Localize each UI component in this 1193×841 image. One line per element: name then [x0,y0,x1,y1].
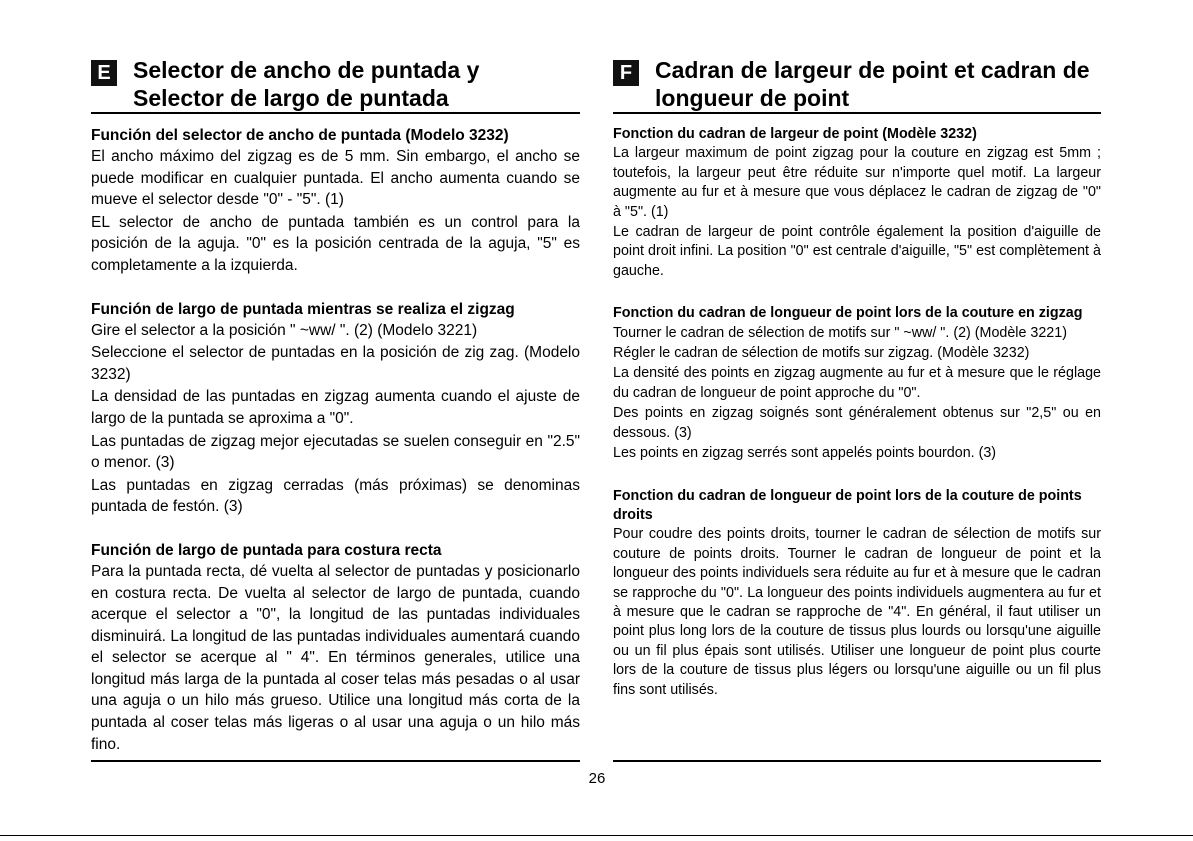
fr-s3-paragraph: Pour coudre des points droits, tourner le cadran de sélection de motifs sur couture de points droits. Tourner le cadran de longueur de point et la longueur des points individuels sera réduite au fur et à mesure que le cadran se rapproche du "0". La longueur des points individuels augmentera au fur et à mesure que le cadran se rapproche de "4". En général, il faut utiliser un point plus long lors de la couture de tissus plus lourds ou lorsqu'une aiguille ou un fil plus épais sont utilisés. Utiliser une longueur de point plus courte lors de la couture de tissus plus légers ou lorsqu'une aiguille ou un fil plus fins sont utilisés. [613,526,1101,698]
section-letter-f: F [613,60,639,86]
fr-s2-paragraph: La densité des points en zigzag augmente au fur et à mesure que le réglage du cadran de longueur de point approche du "0". [613,365,1101,401]
es-s2-title: Función de largo de puntada mientras se realiza el zigzag [91,300,515,318]
section-e-title-line2: Selector de largo de puntada [133,85,449,111]
fr-s2-paragraph: Les points en zigzag serrés sont appelés points bourdon. (3) [613,445,997,462]
spanish-column [91,56,580,756]
es-s2-paragraph: Seleccione el selector de puntadas en la posición de zig zag. (Modelo 3232) [91,344,580,383]
es-s2-paragraph: Las puntadas de zigzag mejor ejecutadas se suelen conseguir en "2.5" o menor. (3) [91,432,580,472]
section-e-heading [91,56,580,112]
french-column [613,56,1101,701]
fr-s1-title: Fonction du cadran de largeur de point (Modèle 3232) [613,126,977,142]
fr-s2-paragraph: Des points en zigzag soignés sont généralement obtenus sur "2,5" ou en dessous. (3) [613,405,1101,441]
page-bottom-border [0,835,1193,836]
section-f-title-line1: Cadran de largeur de point et cadran de [655,57,1090,83]
es-s3-title: Función de largo de puntada para costura recta [91,541,442,559]
section-f-title-line2: longueur de point [655,85,850,111]
section-letter-e: E [91,60,117,86]
fr-s2-title: Fonction du cadran de longueur de point lors de la couture en zigzag [613,305,1083,322]
es-s1-paragraph: EL selector de ancho de puntada también es un control para la posición de la aguja. "0" es la posición centrada de la aguja, "5" es completamente a la izquierda. [91,213,580,274]
es-s1-paragraph: El ancho máximo del zigzag es de 5 mm. Sin embargo, el ancho se puede modificar en cualquier puntada. El ancho aumenta cuando se mueve el selector desde "0" - "5". (1) [91,148,580,209]
heading-rule [91,112,580,114]
heading-rule [613,112,1101,114]
es-s2-paragraph: Las puntadas en zigzag cerradas (más próximas) se denominas puntada de festón. (3) [91,476,580,516]
fr-s2-paragraph: Tourner le cadran de sélection de motifs sur " ~ww/ ". (2) (Modèle 3221) [613,324,1067,341]
fr-s1-paragraph: Le cadran de largeur de point contrôle également la position d'aiguille de point droit infini. La position "0" est centrale d'aiguille, "5" est complètement à gauche. [613,224,1101,279]
bottom-rule-left [91,760,580,762]
es-s1-title: Función del selector de ancho de puntada (Modelo 3232) [91,127,509,144]
fr-s1-paragraph: La largeur maximum de point zigzag pour la couture en zigzag est 5mm ; toutefois, la largeur peut être réduite sur n'importe quel motif. La largeur augmente au fur et à mesure que vous déplacez le cadran de zigzag de "0" à "5". (1) [613,145,1101,220]
es-s3-paragraph: Para la puntada recta, dé vuelta al selector de puntadas y posicionarlo en costura recta. De vuelta al selector de largo de puntada, cuando acerque el selector a "0", la longitud de las puntadas individuales disminuirá. La longitud de las puntadas individuales aumentará cuando el selector se acerque al " 4". En términos generales, utilice una longitud más larga de la puntada al coser telas más pesadas o al usar una aguja o un hilo más grueso. Utilice una longitud más corta de la puntada al coser telas más ligeras o al usar una aguja o un hilo más fino. [91,562,580,753]
es-s2-paragraph: Gire el selector a la posición " ~ww/ ". (2) (Modelo 3221) [91,321,478,339]
fr-s3-title: Fonction du cadran de longueur de point lors de la couture de points droits [613,487,1082,523]
es-s2-paragraph: La densidad de las puntadas en zigzag aumenta cuando el ajuste de largo de la puntada se aproxima a "0". [91,388,580,427]
page-number: 26 [588,770,606,787]
section-e-title-line1: Selector de ancho de puntada y [133,57,480,83]
bottom-rule-right [613,760,1101,762]
section-f-heading [613,56,1101,112]
fr-s2-paragraph: Régler le cadran de sélection de motifs sur zigzag. (Modèle 3232) [613,345,1030,362]
